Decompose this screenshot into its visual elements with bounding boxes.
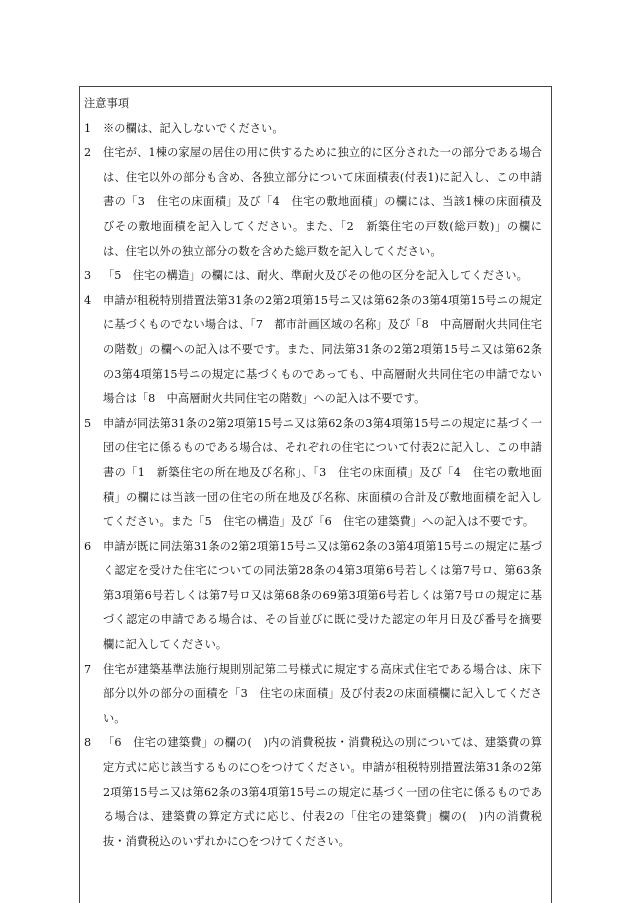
notes-section [84,92,542,854]
note-text: 住宅が建築基準法施行規則別記第二号様式に規定する高床式住宅である場合は、床下部分以外の部分の面積を「3 住宅の床面積」及び付表2の床面積欄に記入してください。 [103,662,542,725]
note-text: ※の欄は、記入しないでください。 [103,121,284,135]
note-number: 4 [84,293,92,307]
note-text: 申請が租税特別措置法第31条の2第2項第15号ニ又は第62条の3第4項第15号ニの規定に基づくものでない場合は、「7 都市計画区域の名称」及び「8 中高層耐火共同住宅の階数」の欄への記入は不要です。また、同法第31条の2第2項第15号ニ又は第62条の3第4項第15号ニの規定に基づくものであっても、中高層耐火共同住宅の申請でない場合は「8 中高層耐火共同住宅の階数」への記入は不要です。 [103,293,542,406]
note-item-3 [84,264,542,289]
note-number: 3 [84,269,92,283]
note-item-4 [84,289,542,412]
note-number: 5 [84,416,92,430]
note-text: 申請が既に同法第31条の2第2項第15号ニ又は第62条の3第4項第15号ニの規定に基づく認定を受けた住宅についての同法第28条の4第3項第6号若しくは第7号ロ、第63条第3項第6号若しくは第7号ロ又は第68条の69第3項第6号若しくは第7号ロの規定に基づく認定の申請である場合は、その旨並びに既に受けた認定の年月日及び番号を摘要欄に記入してください。 [103,539,542,652]
notes-list [84,117,542,855]
note-item-6 [84,535,542,658]
note-text: 申請が同法第31条の2第2項第15号ニ又は第62条の3第4項第15号ニの規定に基づく一団の住宅に係るものである場合は、それぞれの住宅について付表2に記入し、この申請書の「1 新築住宅の所在地及び名称」、「3 住宅の床面積」及び「4 住宅の敷地面積」の欄には当該一団の住宅の所在地及び名称、床面積の合計及び敷地面積を記入してください。また「5 住宅の構造」及び「6 住宅の建築費」への記入は不要です。 [103,416,542,529]
note-text: 「5 住宅の構造」の欄には、耐火、準耐火及びその他の区分を記入してください。 [103,269,528,283]
note-item-8 [84,731,542,854]
note-number: 8 [84,736,92,750]
note-number: 1 [84,121,92,135]
note-number: 6 [84,539,92,553]
note-item-7 [84,658,542,732]
notes-title: 注意事項 [84,97,130,110]
note-text: 住宅が、1棟の家屋の居住の用に供するために独立的に区分された一の部分である場合は、住宅以外の部分も含め、各独立部分について床面積表(付表1)に記入し、この申請書の「3 住宅の床面積」及び「4 住宅の敷地面積」の欄には、当該1棟の床面積及びその敷地面積を記入してください。また、「2 新築住宅の戸数(総戸数)」の欄には、住宅以外の独立部分の数を含めた総戸数を記入してください。 [103,146,542,258]
note-number: 2 [84,146,92,160]
note-item-2 [84,141,542,264]
note-item-5 [84,412,542,535]
note-number: 7 [84,662,92,676]
note-text: 「6 住宅の建築費」の欄の( )内の消費税抜・消費税込の別については、建築費の算定方式に応じ該当するものに○をつけてください。申請が租税特別措置法第31条の2第2項第15号ニ又は第62条の3第4項第15号ニの規定に基づく一団の住宅に係るものである場合は、建築費の算定方式に応じ、付表2の「住宅の建築費」欄の( )内の消費税抜・消費税込のいずれかに○をつけてください。 [103,736,542,848]
note-item-1 [84,117,542,142]
